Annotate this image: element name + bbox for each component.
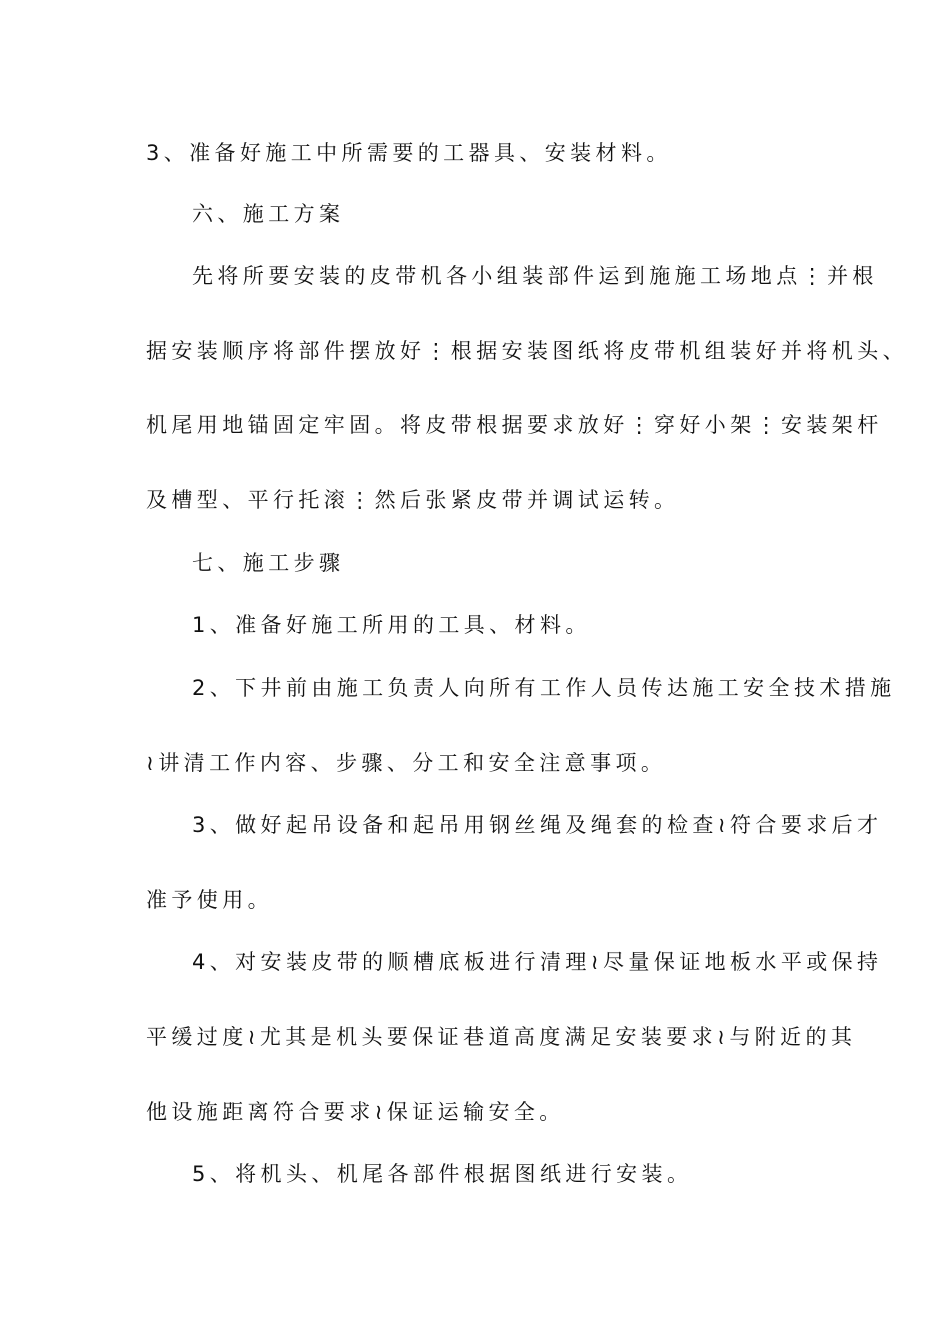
section-heading-construction-plan: 六、施工方案 bbox=[192, 202, 345, 226]
paragraph-line: 他设施距离符合要求≀保证运输安全。 bbox=[146, 1100, 565, 1124]
paragraph-line: 及槽型、平行托滚⋮然后张紧皮带并调试运转。 bbox=[146, 488, 680, 512]
text-line-materials-prep: 3、准备好施工中所需要的工器具、安装材料。 bbox=[146, 141, 672, 165]
paragraph-line: 先将所要安装的皮带机各小组装部件运到施施工场地点⋮并根 bbox=[192, 264, 878, 288]
step-item-2: 2、下井前由施工负责人向所有工作人员传达施工安全技术措施 bbox=[192, 676, 896, 700]
step-item-3: 3、做好起吊设备和起吊用钢丝绳及绳套的检查≀符合要求后才 bbox=[192, 813, 883, 837]
step-item-4: 4、对安装皮带的顺槽底板进行清理≀尽量保证地板水平或保持 bbox=[192, 950, 883, 974]
step-item-5: 5、将机头、机尾各部件根据图纸进行安装。 bbox=[192, 1162, 693, 1186]
step-item-1: 1、准备好施工所用的工具、材料。 bbox=[192, 613, 591, 637]
paragraph-line: 机尾用地锚固定牢固。将皮带根据要求放好⋮穿好小架⋮安装架杆 bbox=[146, 413, 883, 437]
paragraph-line: 平缓过度≀尤其是机头要保证巷道高度满足安装要求≀与附近的其 bbox=[146, 1025, 857, 1049]
paragraph-line: ≀讲清工作内容、步骤、分工和安全注意事项。 bbox=[146, 751, 667, 775]
section-heading-construction-steps: 七、施工步骤 bbox=[192, 551, 345, 575]
paragraph-line: 准予使用。 bbox=[146, 888, 273, 912]
paragraph-line: 据安装顺序将部件摆放好⋮根据安装图纸将皮带机组装好并将机头、 bbox=[146, 339, 908, 363]
